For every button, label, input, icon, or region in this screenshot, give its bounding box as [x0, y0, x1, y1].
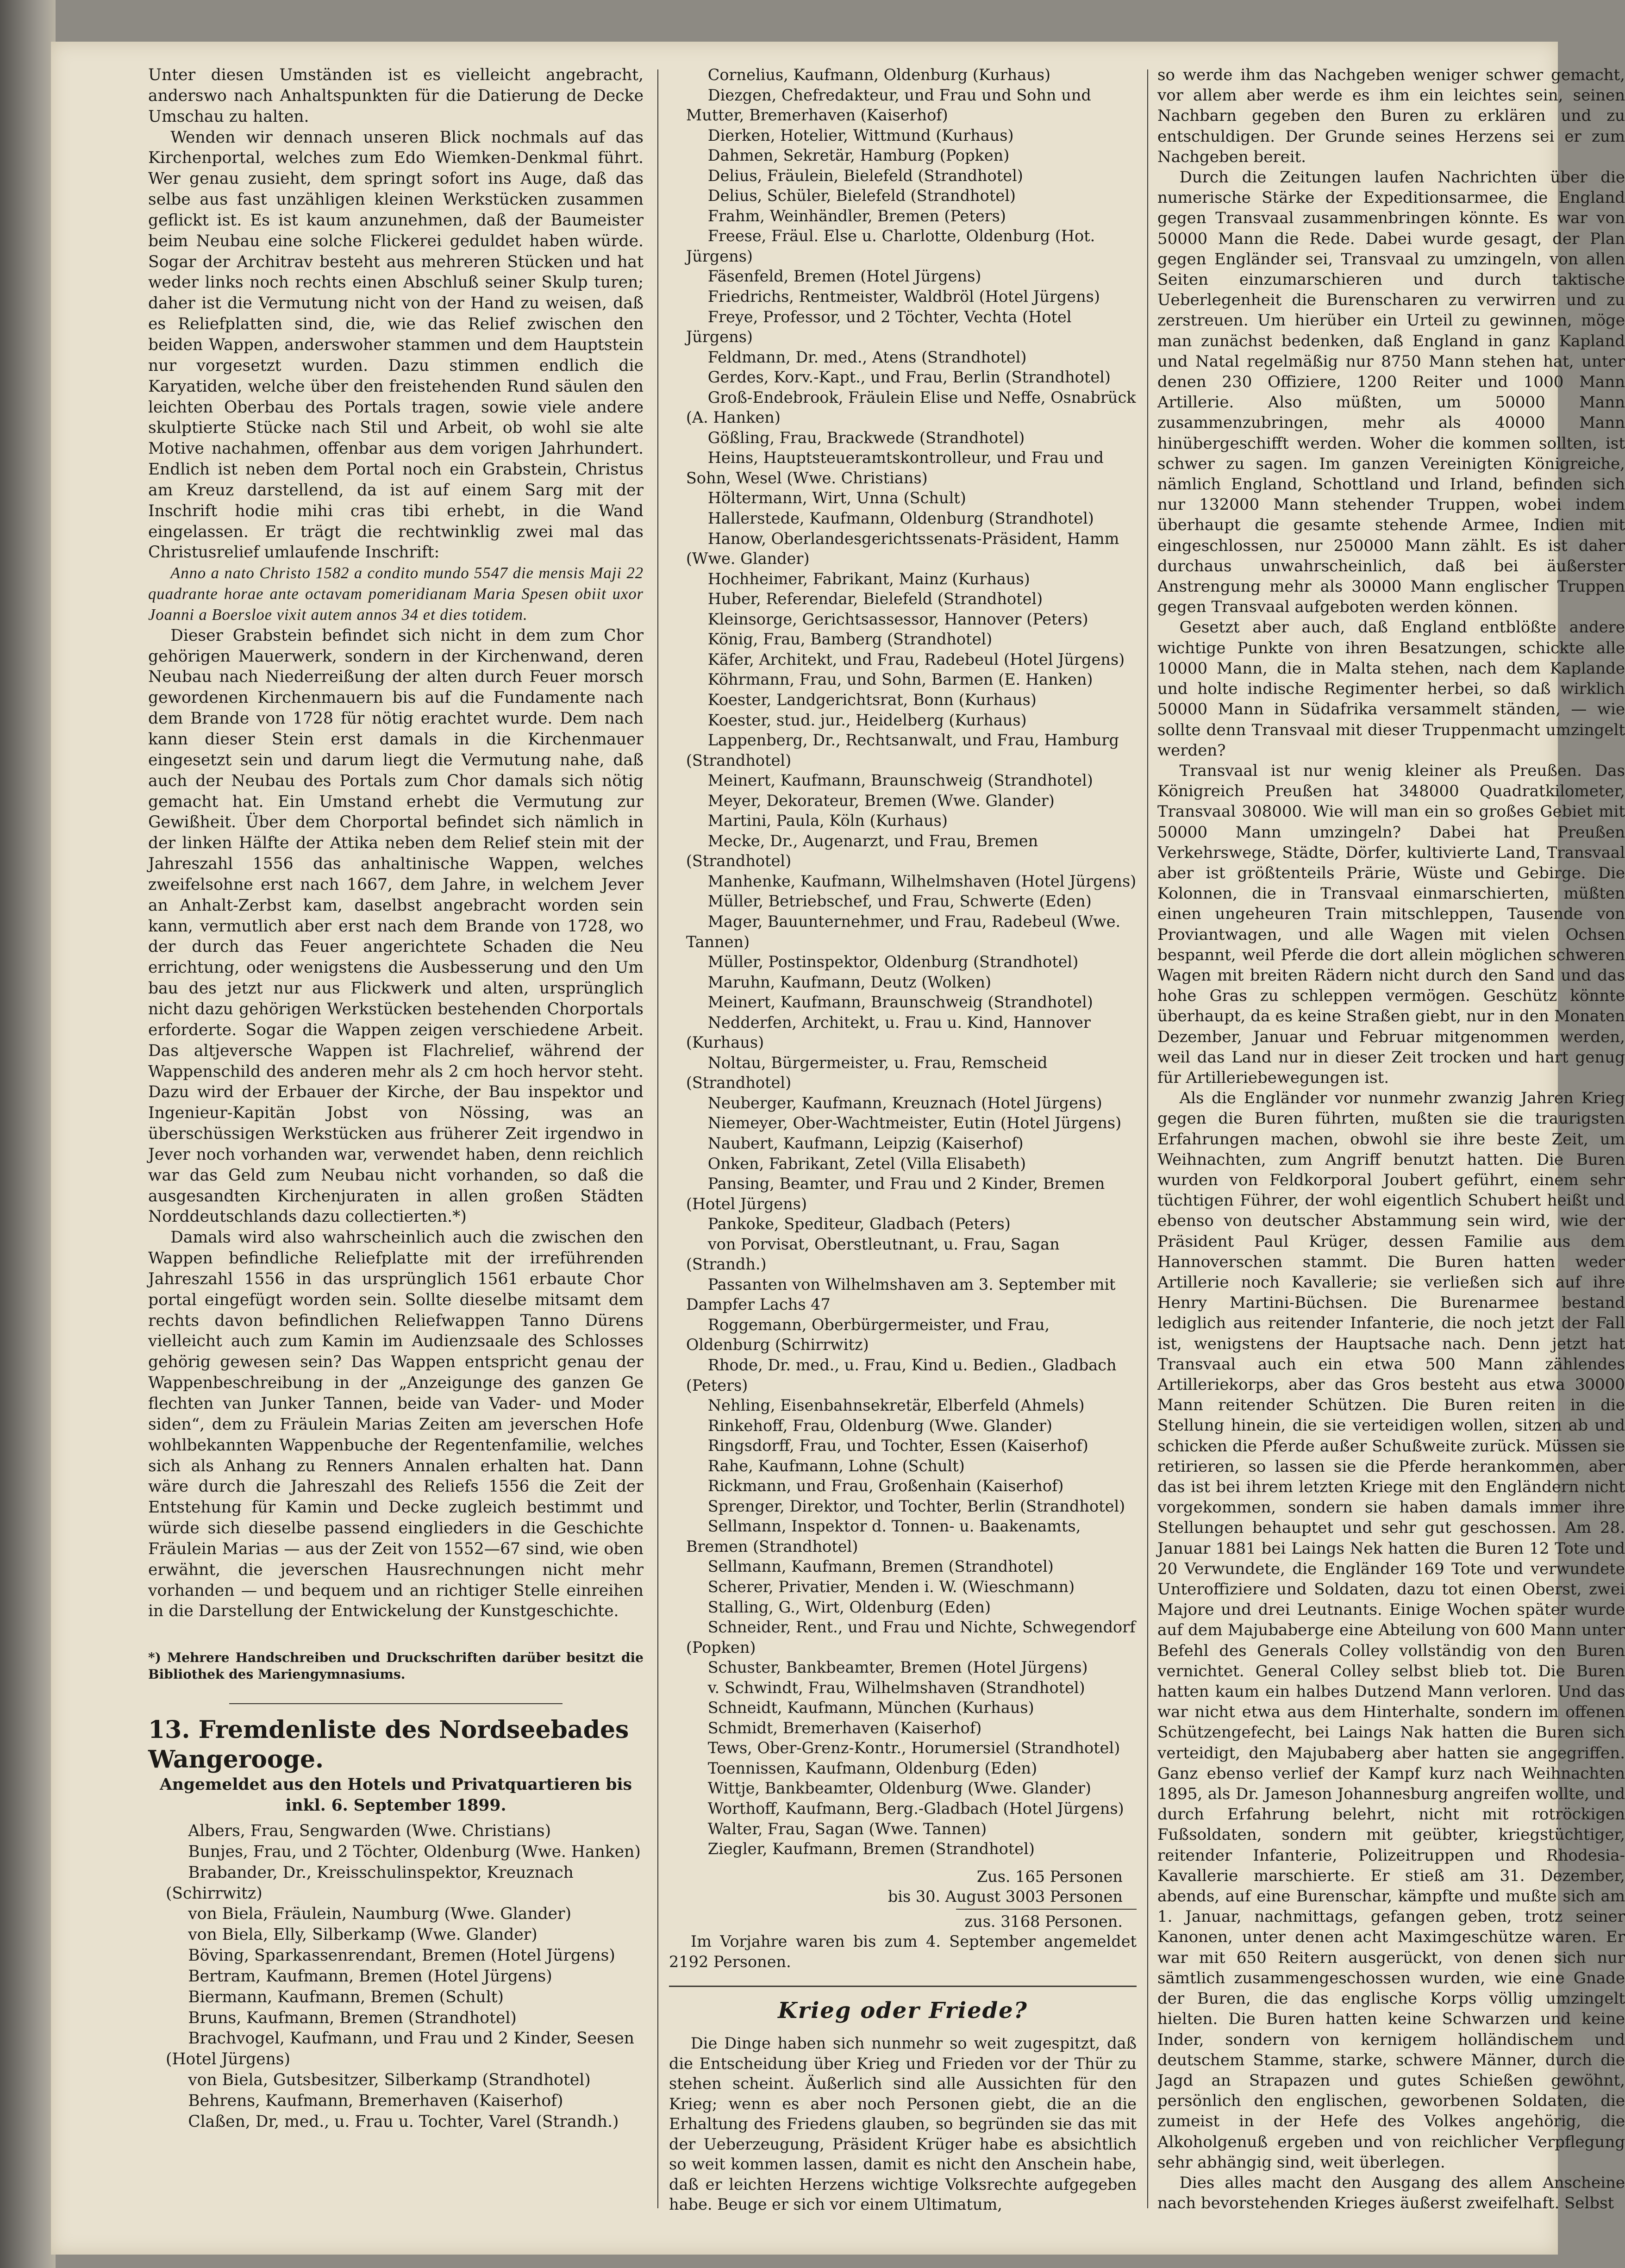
list-item: Dahmen, Sekretär, Hamburg (Popken) [707, 146, 1010, 165]
list-item: Pansing, Beamter, und Frau und 2 Kinder, Bremen (Hotel Jürgens) [686, 1175, 1105, 1213]
list-item: König, Frau, Bamberg (Strandhotel) [707, 630, 993, 649]
section-title: 13. Fremdenliste des Nordseebades Wangerooge. [148, 1716, 629, 1774]
list-item: Noltau, Bürgermeister, u. Frau, Remscheid (Strandhotel) [686, 1053, 1048, 1092]
list-item: Stalling, G., Wirt, Oldenburg (Eden) [707, 1598, 991, 1616]
total-line: Zus. 165 Personen [976, 1867, 1123, 1886]
list-item: Sellmann, Kaufmann, Bremen (Strandhotel) [707, 1557, 1054, 1576]
list-item: Bruns, Kaufmann, Bremen (Strandhotel) [188, 2008, 517, 2027]
total-rule [956, 1909, 1137, 1910]
list-item: Nehling, Eisenbahnsekretär, Elberfeld (Ahmels) [707, 1396, 1085, 1415]
list-item: Hochheimer, Fabrikant, Mainz (Kurhaus) [707, 569, 1030, 588]
list-item: Cornelius, Kaufmann, Oldenburg (Kurhaus) [707, 66, 1051, 84]
list-item: Martini, Paula, Köln (Kurhaus) [707, 812, 948, 830]
column-2 [669, 65, 1137, 2215]
list-item: Worthoff, Kaufmann, Berg.-Gladbach (Hotel Jürgens) [707, 1799, 1124, 1818]
list-item: Bunjes, Frau, und 2 Töchter, Oldenburg (Wwe. Hanken) [188, 1842, 641, 1861]
list-item: Fäsenfeld, Bremen (Hotel Jürgens) [707, 267, 981, 286]
latin-inscription [148, 563, 644, 625]
list-item: Müller, Postinspektor, Oldenburg (Strandhotel) [707, 953, 1079, 971]
column-rule-left [657, 69, 658, 2208]
totals [669, 1867, 1137, 1932]
list-item: Pankoke, Spediteur, Gladbach (Peters) [707, 1215, 1011, 1233]
list-item: Maruhn, Kaufmann, Deutz (Wolken) [707, 973, 992, 991]
list-item: Behrens, Kaufmann, Bremerhaven (Kaiserhof) [188, 2091, 563, 2110]
paragraph: Dieser Grabstein befindet sich nicht in dem zum Chor gehörigen Mauerwerk, sondern in der Kirchenwand, deren Neubau nach Niederreißung der alten durch Feuer morsch gewordenen Kirchenmauern bis auf die Fundamente nach dem Brande von 1728 für nötig erachtet wurde. Dem nach kann dieser Stein erst damals in die Kirchenmauer eingesetzt sein und darum liegt die Vermutung nahe, daß auch der Neubau des Portals zum Chor damals sich nötig gemacht hat. Ein Umstand erhebt die Vermutung zur Gewißheit. Über dem Chorportal befindet sich nämlich in der linken Hälfte der Attika neben dem Relief stein mit der Jahreszahl 1556 das anhaltinische Wappen, welches zweifelsohne erst nach 1667, dem Jahre, in welchem Jever an Anhalt-Zerbst kam, daselbst angebracht worden sein kann, vermutlich aber erst nach dem Brande von 1728, wo der durch das Feuer angerichtete Schaden die Neu errichtung, oder wenigstens die Ausbesserung und den Um bau des jetzt nur aus Flickwerk und alten, ursprünglich nicht dazu gehörigen Werkstücken bestehenden Chorportals erforderte. Sogar die Wappen zeigen verschiedene Arbeit. Das altjeversche Wappen ist Flachrelief, während der Wappenschild des anderen mehr als 2 cm hoch hervor steht. Dazu wird der Erbauer der Kirche, der Bau inspektor und Ingenieur-Kapitän Jobst von Nössing, was an überschüssigen Werkstücken aus früherer Zeit irgendwo in Jever noch vorhanden war, verwendet haben, denn reichlich war das Geld zum Neubau nicht vorhanden, so daß die ausgesandten Kirchenjuraten in allen großen Städten Norddeutschlands dazu collectierten.*) [148, 626, 644, 1226]
column-rule-right [1147, 69, 1148, 2208]
list-item: Walter, Frau, Sagan (Wwe. Tannen) [707, 1819, 987, 1838]
list-item: Ringsdorff, Frau, und Tochter, Essen (Kaiserhof) [707, 1437, 1088, 1455]
list-item: Friedrichs, Rentmeister, Waldbröl (Hotel Jürgens) [707, 287, 1100, 306]
list-item: Rinkehoff, Frau, Oldenburg (Wwe. Glander) [707, 1416, 1052, 1435]
list-item: Toennissen, Kaufmann, Oldenburg (Eden) [707, 1759, 1038, 1777]
list-item: Niemeyer, Ober-Wachtmeister, Eutin (Hotel Jürgens) [707, 1114, 1122, 1132]
list-item: Wittje, Bankbeamter, Oldenburg (Wwe. Glander) [707, 1779, 1091, 1798]
list-item: Mager, Bauunternehmer, und Frau, Radebeul (Wwe. Tannen) [686, 912, 1121, 951]
paragraph: Transvaal ist nur wenig kleiner als Preußen. Das Königreich Preußen hat 348000 Quadratkilometer, Transvaal 308000. Wie will man ein so großes Gebiet mit 50000 Mann umzingeln? Dabei hat Preußen Verkehrswege, Städte, Dörfer, kultivierte Land, Transvaal aber ist größtenteils Prärie, Wüste und Gebirge. Die Kolonnen, die in Transvaal einmarschierten, müßten einen ungeheuren Train mitschleppen, Tausende von Proviantwagen, und alle Wagen mit vielen Ochsen bespannt, weil Pferde die dort allein möglichen schweren Wagen mit breiten Rädern nicht durch den Sand und das hohe Gras zu schleppen vermögen. Geschütz könnte überhaupt, da es keine Straßen giebt, nur in den Monaten Dezember, Januar und Februar mitgenommen werden, weil das Land nur in dieser Zeit trocken und hart genug für Artilleriebewegungen ist. [1157, 761, 1625, 1087]
list-item: Groß-Endebrook, Fräulein Elise und Neffe, Osnabrück (A. Hanken) [686, 388, 1136, 427]
list-item: Passanten von Wilhelmshaven am 3. September mit Dampfer Lachs 47 [686, 1275, 1116, 1314]
list-item: Delius, Fräulein, Bielefeld (Strandhotel) [707, 166, 1023, 185]
paragraph: Unter diesen Umständen ist es vielleicht angebracht, anderswo nach Anhaltspunkten für die Datierung de Decke Umschau zu halten. [148, 66, 644, 126]
paragraph: Im Vorjahre waren bis zum 4. September angemeldet 2192 Personen. [669, 1932, 1137, 1971]
paragraph: so werde ihm das Nachgeben weniger schwer gemacht, vor allem aber werde es ihm ein leichtes sein, seinen Nachbarn gegeben den Buren zu erklären und zu entschuldigen. Der Grunde seines Herzens sei er zum Nachgeben bereit. [1157, 66, 1625, 166]
separator [669, 1986, 1137, 1987]
list-item: Meinert, Kaufmann, Braunschweig (Strandhotel) [707, 993, 1093, 1012]
list-item: v. Schwindt, Frau, Wilhelmshaven (Strandhotel) [707, 1678, 1085, 1697]
list-item: Sellmann, Inspektor d. Tonnen- u. Baakenamts, Bremen (Strandhotel) [686, 1517, 1081, 1556]
column-3 [1157, 65, 1625, 2213]
total-line: zus. 3168 Personen. [964, 1912, 1123, 1931]
list-item: Tews, Ober-Grenz-Kontr., Horumersiel (Strandhotel) [707, 1739, 1120, 1757]
list-item: Scherer, Privatier, Menden i. W. (Wieschmann) [707, 1578, 1075, 1596]
list-item: Feldmann, Dr. med., Atens (Strandhotel) [707, 348, 1027, 366]
list-item: Koester, Landgerichtsrat, Bonn (Kurhaus) [707, 690, 1037, 709]
list-item: Gerdes, Korv.-Kapt., und Frau, Berlin (Strandhotel) [707, 368, 1111, 387]
list-item: Huber, Referendar, Bielefeld (Strandhotel) [707, 590, 1043, 608]
list-item: Brachvogel, Kaufmann, und Frau und 2 Kinder, Seesen (Hotel Jürgens) [165, 2029, 634, 2069]
paragraph: Gesetzt aber auch, daß England entblößte andere wichtige Punkte von ihren Besatzungen, schickte alle 10000 Mann, die in Malta stehen, nach dem Kaplande und holte indische Regimenter herbei, so daß wirklich 50000 Mann in Südafrika versammelt ständen, — wie sollte denn Transvaal mit dieser Truppenmacht umzingelt werden? [1157, 618, 1625, 760]
list-item: Frahm, Weinhändler, Bremen (Peters) [707, 206, 1006, 225]
list-item: Claßen, Dr, med., u. Frau u. Tochter, Varel (Strandh.) [188, 2112, 619, 2131]
list-item: Schuster, Bankbeamter, Bremen (Hotel Jürgens) [707, 1658, 1088, 1677]
list-item: von Biela, Elly, Silberkamp (Wwe. Glander) [188, 1925, 538, 1944]
section-subtitle: Angemeldet aus den Hotels und Privatquartieren bis inkl. 6. September 1899. [159, 1775, 632, 1815]
list-item: Freye, Professor, und 2 Töchter, Vechta (Hotel Jürgens) [686, 307, 1072, 346]
list-item: Dierken, Hotelier, Wittmund (Kurhaus) [707, 126, 1014, 144]
newspaper-page [51, 42, 1625, 2255]
list-item: Gößling, Frau, Brackwede (Strandhotel) [707, 428, 1025, 447]
list-item: Sprenger, Direktor, und Tochter, Berlin (Strandhotel) [707, 1497, 1125, 1515]
list-item: Hallerstede, Kaufmann, Oldenburg (Strandhotel) [707, 509, 1094, 528]
separator [229, 1703, 562, 1704]
list-item: Onken, Fabrikant, Zetel (Villa Elisabeth) [707, 1154, 1026, 1173]
paragraph: Die Dinge haben sich nunmehr so weit zugespitzt, daß die Entscheidung über Krieg und Frieden vor der Thür zu stehen scheint. Äußerlich sind alle Aussichten für den Krieg; wenn es aber noch Personen giebt, die an die Erhaltung des Friedens glauben, so begründen sie das mit der Ueberzeugung, Präsident Krüger habe es absichtlich so weit kommen lassen, damit es nicht den Anschein habe, daß er leichten Herzens wichtige Volksrechte aufgegeben habe. Beuge er sich vor einem Ultimatum, [669, 2034, 1137, 2214]
list-item: Rahe, Kaufmann, Lohne (Schult) [707, 1456, 965, 1475]
list-item: Naubert, Kaufmann, Leipzig (Kaiserhof) [707, 1134, 1024, 1152]
column-1 [148, 65, 644, 2132]
paragraph: Durch die Zeitungen laufen Nachrichten über die numerische Stärke der Expeditionsarmee, die England gegen Transvaal zusammenbringen könnte. Es war von 50000 Mann die Rede. Dabei wurde gesagt, der Plan gegen Engländer sei, Transvaal zu umzingeln, von allen Seiten einzumarschieren und durch taktische Ueberlegenheit die Burenscharen zu verwirren und zu zerstreuen. Um hierüber ein Urteil zu gewinnen, möge man zunächst bedenken, daß England in ganz Kapland und Natal regelmäßig nur 8750 Mann stehen hat, unter denen 230 Offiziere, 1200 Reiter und 1000 Mann Artillerie. Also müßten, um 50000 Mann zusammenzubringen, mehr als 40000 Mann hinübergeschifft werden. Woher die kommen sollten, ist schwer zu sagen. Im ganzen Vereinigten Königreiche, nämlich England, Schottland und Irland, befinden sich nur 132000 Mann stehender Truppen, wobei indem überhaupt die gesamte stehende Armee, Indien mit eingeschlossen, nur 250000 Mann zählt. Es ist daher durchaus unwahrscheinlich, daß bei äußerster Anstrengung mehr als 30000 Mann englischer Truppen gegen Transvaal aufgeboten werden können. [1157, 168, 1625, 617]
list-item: Neuberger, Kaufmann, Kreuznach (Hotel Jürgens) [707, 1093, 1102, 1112]
list-item: von Biela, Fräulein, Naumburg (Wwe. Glander) [188, 1905, 572, 1924]
list-item: Schmidt, Bremerhaven (Kaiserhof) [707, 1718, 982, 1737]
list-item: Rickmann, und Frau, Großenhain (Kaiserhof) [707, 1477, 1064, 1495]
list-item: Freese, Fräul. Else u. Charlotte, Oldenburg (Hot. Jürgens) [686, 227, 1095, 265]
paragraph: Damals wird also wahrscheinlich auch die zwischen den Wappen befindliche Reliefplatte mit der irreführenden Jahreszahl 1556 in das ursprünglich 1561 erbaute Chor portal eingefügt worden sein. Sollte dieselbe mitsamt dem rechts davon befindlichen Reliefwappen Tanno Dürens vielleicht auch zum Kamin im Audienzsaale des Schlosses gehörig gewesen sein? Das Wappen entspricht genau der Wappenbeschreibung in der „Anzeigunge des ganzen Ge flechten van Junker Tannen, beide van Vader- und Moder siden“, dem zu Fräulein Marias Zeiten am jeverschen Hofe wohlbekannten Wappenbuche der Regentenfamilie, welches sich als Anhang zu Renners Annalen erhalten hat. Dann wäre durch die Jahreszahl des Reliefs 1556 die Zeit der Entstehung für Kamin und Decke zugleich bestimmt und würde sich dieselbe passend einglieders in die Geschichte Fräulein Marias — aus der Zeit von 1552—67 sind, wie oben erwähnt, die jeverschen Hausrechnungen nicht mehr vorhanden — und bequem und an richtiger Stelle einreihen in die Darstellung der Entwickelung der Kunstgeschichte. [148, 1228, 644, 1621]
list-item: Rhode, Dr. med., u. Frau, Kind u. Bedien., Gladbach (Peters) [686, 1356, 1117, 1394]
paragraph: Dies alles macht den Ausgang des allem Anscheine nach bevorstehenden Krieges äußerst zweifelhaft. Selbst [1157, 2173, 1625, 2213]
list-item: Ziegler, Kaufmann, Bremen (Strandhotel) [707, 1840, 1035, 1858]
list-item: Mecke, Dr., Augenarzt, und Frau, Bremen (Strandhotel) [686, 831, 1038, 870]
list-item: Manhenke, Kaufmann, Wilhelmshaven (Hotel Jürgens) [707, 872, 1137, 890]
list-item: Meinert, Kaufmann, Braunschweig (Strandhotel) [707, 771, 1093, 790]
list-item: Koester, stud. jur., Heidelberg (Kurhaus) [707, 711, 1027, 729]
list-item: Lappenberg, Dr., Rechtsanwalt, und Frau, Hamburg (Strandhotel) [686, 731, 1119, 769]
list-item: Diezgen, Chefredakteur, und Frau und Sohn und Mutter, Bremerhaven (Kaiserhof) [686, 86, 1091, 125]
list-item: Albers, Frau, Sengwarden (Wwe. Christians) [188, 1821, 551, 1840]
list-item: Böving, Sparkassenrendant, Bremen (Hotel Jürgens) [188, 1946, 615, 1965]
guest-list [669, 65, 1137, 1859]
list-item: Schneider, Rent., und Frau und Nichte, Schwegendorf (Popken) [686, 1618, 1136, 1656]
guest-list [148, 1821, 644, 2132]
list-item: Käfer, Architekt, und Frau, Radebeul (Hotel Jürgens) [707, 650, 1125, 669]
list-item: Nedderfen, Architekt, u. Frau u. Kind, Hannover (Kurhaus) [686, 1013, 1091, 1052]
list-item: Biermann, Kaufmann, Bremen (Schult) [188, 1987, 504, 2006]
list-item: Delius, Schüler, Bielefeld (Strandhotel) [707, 187, 1016, 205]
total-line: bis 30. August 3003 Personen [888, 1887, 1123, 1906]
list-item: von Porvisat, Oberstleutnant, u. Frau, Sagan (Strandh.) [686, 1235, 1060, 1274]
list-item: Roggemann, Oberbürgermeister, und Frau, Oldenburg (Schirrwitz) [686, 1315, 1050, 1354]
list-item: Höltermann, Wirt, Unna (Schult) [707, 489, 966, 507]
footnote: *) Mehrere Handschreiben und Druckschriften darüber besitzt die Bibliothek des Mariengymnasiums. [148, 1650, 644, 1682]
book-binding [0, 0, 56, 2268]
inscription-text: Anno a nato Christo 1582 a condito mundo 5547 die mensis Maji 22 quadrante horae ante octavam pomeridianam Maria Spesen obiit uxor Joanni a Boersloe vixit autem annos 34 et dies totidem. [148, 564, 644, 624]
article-title: Krieg oder Friede? [778, 1998, 1028, 2024]
paragraph: Wenden wir dennach unseren Blick nochmals auf das Kirchenportal, welches zum Edo Wiemken-Denkmal führt. Wer genau zusieht, dem springt sofort ins Auge, daß das selbe aus fast unzähligen kleinen Werkstücken zusammen geflickt ist. Es ist kaum anzunehmen, daß der Baumeister beim Neubau eine solche Flickerei geduldet haben würde. Sogar der Architrav besteht aus mehreren Stücken und hat weder links noch rechts einen Abschluß seiner Skulp turen; daher ist die Vermutung nicht von der Hand zu weisen, daß es Reliefplatten sind, die, wie das Relief zwischen den beiden Wappen, anderswoher stammen und dem Hauptstein nur vorgesetzt wurden. Dazu stimmen endlich die Karyatiden, welche über den freistehenden Rund säulen den leichten Oberbau des Portals tragen, sowie viele andere skulptierte Stücke nach Stil und Arbeit, ob wohl sie alte Motive nachahmen, offenbar aus dem vorigen Jahrhundert. Endlich ist neben dem Portal noch ein Grabstein, Christus am Kreuz darstellend, da ist auf einem Sarg mit der Inschrift hodie mihi cras tibi erhebt, in die Wand eingelassen. Er trägt die rechtwinklig zwei mal das Christusrelief umlaufende Inschrift: [148, 128, 644, 562]
list-item: Bertram, Kaufmann, Bremen (Hotel Jürgens) [188, 1967, 552, 1986]
list-item: Hanow, Oberlandesgerichtssenats-Präsident, Hamm (Wwe. Glander) [686, 529, 1119, 568]
list-item: Müller, Betriebschef, und Frau, Schwerte (Eden) [707, 892, 1092, 911]
list-item: Köhrmann, Frau, und Sohn, Barmen (E. Hanken) [707, 670, 1093, 689]
list-item: von Biela, Gutsbesitzer, Silberkamp (Strandhotel) [188, 2071, 591, 2090]
list-item: Heins, Hauptsteueramtskontrolleur, und Frau und Sohn, Wesel (Wwe. Christians) [686, 449, 1104, 487]
list-item: Brabander, Dr., Kreisschulinspektor, Kreuznach (Schirrwitz) [165, 1863, 574, 1903]
paragraph: Als die Engländer vor nunmehr zwanzig Jahren Krieg gegen die Buren führten, mußten sie die traurigsten Erfahrungen machen, obwohl sie ihre beste Zeit, um Weihnachten, zum Angriff benutzt hatten. Die Buren wurden von Feldkorporal Joubert geführt, einem sehr tüchtigen Führer, der wohl eigentlich Schubert heißt und ebenso von deutscher Abstammung sein wird, wie der Präsident Paul Krüger, dessen Familie aus dem Hannoverschen stammt. Die Buren hatten weder Artillerie noch Kavallerie; sie verließen sich auf ihre Henry Martini-Büchsen. Die Burenarmee bestand lediglich aus reitender Infanterie, die noch jetzt der Fall ist, wenigstens der Hauptsache nach. Denn jetzt hat Transvaal auch ein etwa 500 Mann zählendes Artilleriekorps, aber das Gros besteht aus etwa 30000 Mann reitender Schützen. Die Buren reiten in die Stellung hinein, die sie verteidigen wollen, sitzen ab und schicken die Pferde außer Schußweite zurück. Müssen sie retirieren, so lassen sie die Pferde herankommen, aber das ist bei ihrem letzten Kriege mit den Engländern nicht vorgekommen, sondern sie haben damals immer ihre Stellungen behauptet und sehr gut geschossen. Am 28. Januar 1881 bei Laings Nek hatten die Buren 12 Tote und 20 Verwundete, die Engländer 169 Tote und verwundete Unteroffiziere und Soldaten, dazu tot einen Oberst, zwei Majore und drei Leutnants. Einige Wochen später wurde auf dem Majubaberge eine Abteilung von 600 Mann unter Befehl des Generals Colley vollständig von den Buren vernichtet. General Colley selbst blieb tot. Die Buren hatten kaum ein halbes Dutzend Mann verloren. Und das war nicht etwa aus dem Hinterhalte, sondern im offenen Schützengefecht, bei Laings Nak hatten die Buren sich verteidigt, den Majubaberg aber hatten sie angegriffen. Ganz ebenso verlief der Kampf kurz nach Weihnachten 1895, als Dr. Jameson Johannesburg angreifen wollte, und durch Erfahrung belehrt, nicht mit rotröckigen Fußsoldaten, sondern mit geübter, kriegstüchtiger, reitender Infanterie, Polizeitruppen und Rhodesia-Kavallerie marschierte. Er stieß am 31. Dezember, abends, auf eine Burenschar, kämpfte und mußte sich am 1. Januar, nachmittags, gefangen geben, trotz seiner Kanonen, unter denen acht Maximgeschütze waren. Er war mit 650 Reitern ausgerückt, von denen sich nur sämtlich zusammengeschossen wurden, wie eine Gnade der Buren, die das englische Korps völlig umzingelt hielten. Die Buren hatten keine Schwarzen und keine Inder, sondern von kernigem holländischem und deutschem Stamme, starke, schwere Männer, durch die Jagd an Strapazen und gutes Schießen gewöhnt, persönlich den englischen, geworbenen Soldaten, die zumeist in der Hefe des Volkes angehörig, die Alkoholgenuß ergeben und von reichlicher Verpflegung sehr abhängig sind, weit überlegen. [1157, 1089, 1625, 2172]
list-item: Kleinsorge, Gerichtsassessor, Hannover (Peters) [707, 610, 1088, 628]
list-item: Meyer, Dekorateur, Bremen (Wwe. Glander) [707, 791, 1055, 810]
list-item: Schneidt, Kaufmann, München (Kurhaus) [707, 1699, 1034, 1717]
